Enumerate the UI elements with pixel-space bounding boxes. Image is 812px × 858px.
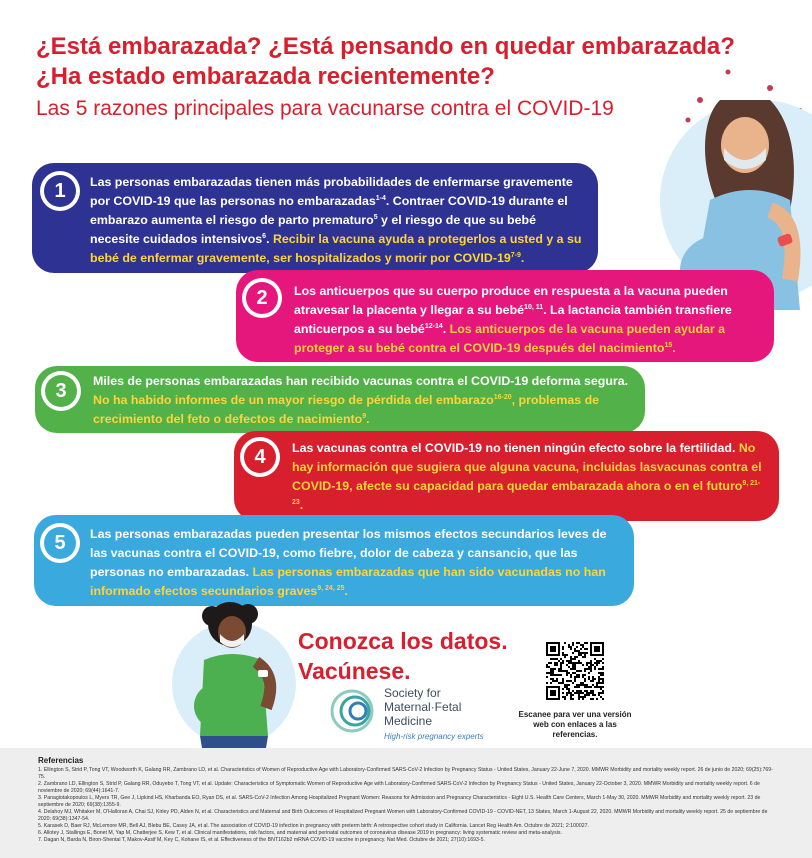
reason-2-text: Los anticuerpos que su cuerpo produce en respuesta a la vacuna pueden atravesar la placenta y llegar a su bebé$^{10, 11}$. La lactancia también transfiere anticuerpos a su bebé$^{12-14}$. Los anticuerpos de la vacuna pueden ayudar a proteger a su bebé contra el COVID-19 después del nacimiento$^{15}$. <box>294 284 732 355</box>
page-subtitle: Las 5 razones principales para vacunarse contra el COVID-19 <box>36 97 614 120</box>
reference-item: 2. Zambrano LD, Ellington S, Strid P, Galang RR, Oduyebo T, Tong VT, et al. Update: Characteristics of Symptomatic Women of Reproductive Age with Laboratory-Confirmed SARS-CoV-2 Infection by Pregnancy Status - United States, January 22-October 3, 2020. MMWR Morbidity and mortality weekly report. 6 de noviembre de 2020; 69(44):1641-7. <box>38 781 760 794</box>
reason-1-text: Las personas embarazadas tienen más probabilidades de enfermarse gravemente por COVID-19 que las personas no embarazadas$^{1-4}$. Contraer COVID-19 durante el embarazo aumenta el riesgo de parto prematuro$^5$ y el riesgo de que su bebé necesite cuidados intensivos$^6$. Recibir la vacuna ayuda a protegerlos a usted y a su bebé de enfermar gravemente, ser hospitalizados y morir por COVID-19$^{7-9}$. <box>90 175 582 265</box>
smfm-name-line-3: Medicine <box>384 714 433 728</box>
pregnant-woman-green-illustration <box>170 596 298 748</box>
reference-item: 7. Dagan N, Barda N, Biron-Shental T, Makov-Assif M, Key C, Kohane IS, et al. Effectiveness of the BNT162b2 mRNA COVID-19 vaccine in pregnancy. Nat Med. Octubre de 2021; 27(10):1693-5. <box>38 837 485 843</box>
reason-2-card <box>236 270 774 362</box>
reason-4-card <box>234 431 779 521</box>
reason-5-text: Las personas embarazadas pueden presentar los mismos efectos secundarios leves de las vacunas contra el COVID-19, como fiebre, dolor de cabeza y cansancio, que las personas no embarazadas. Las personas embarazadas que han sido vacunadas no han informado efectos secundarios graves$^{9, 24, 25}$. <box>90 527 607 598</box>
reason-3-number-badge: 3 <box>41 371 81 411</box>
reason-5-number-badge: 5 <box>40 523 80 563</box>
smfm-name-line-2: Maternal·Fetal <box>384 700 462 714</box>
reference-item: 6. Allotey J, Stallings E, Bonet M, Yap M, Chatterjee S, Kew T, et al. Clinical manifestations, risk factors, and maternal and perinatal outcomes of coronavirus disease 2019 in pregnancy: living systematic review and meta-analysis. <box>38 830 562 836</box>
reason-3-text: Miles de personas embarazadas han recibido vacunas contra el COVID-19 deforma segura. No ha habido informes de un mayor riesgo de pérdida del embarazo$^{16-20}$, problemas de crecimiento del feto o defectos de nacimiento$^9$. <box>93 374 629 426</box>
call-to-action <box>298 626 538 686</box>
smfm-tagline: High-risk pregnancy experts <box>384 732 484 741</box>
reference-item: 3. Panagiotakopoulos L, Myers TR, Gee J, Lipkind HS, Kharbanda EO, Ryan DS, et al. SARS-CoV-2 Infection Among Hospitalized Pregnant Women: Reasons for Admission and Pregnancy Characteristics - Eight U.S. Health Care Centers, March 1-May 30, 2020. MMWR Morbidity and mortality weekly report. 23 de septiembre de 2020; 69(38):1355-9. <box>38 795 761 808</box>
references-title: Referencias <box>38 756 84 765</box>
qr-code[interactable] <box>546 642 604 700</box>
references-list <box>38 767 774 844</box>
reason-5-card <box>34 515 634 606</box>
page-title: ¿Está embarazada? ¿Está pensando en quedar embarazada? ¿Ha estado embarazada recientemente? <box>36 33 735 90</box>
reason-3-card <box>35 366 645 433</box>
reference-item: 1. Ellington S, Strid P, Tong VT, Woodworth K, Galang RR, Zambrano LD, et al. Characteristics of Women of Reproductive Age with Laboratory-Confirmed SARS-CoV-2 Infection by Pregnancy Status - United States, January 22-June 7, 2020. MMWR Morbidity and mortality weekly report. 26 de junio de 2020; 69(25):769-75. <box>38 767 773 780</box>
reason-1-number-badge: 1 <box>40 171 80 211</box>
reason-4-text: Las vacunas contra el COVID-19 no tienen ningún efecto sobre la fertilidad. No hay información que sugiera que alguna vacuna, incluidas lasvacunas contra el COVID-19, afecte su capacidad para quedar embarazada ahora o en el futuro$^{9, 21-23}$. <box>292 441 762 512</box>
qr-caption: Escanee para ver una versión web con enlaces a las referencias. <box>518 710 632 739</box>
reason-1-card <box>32 163 598 273</box>
call-to-action-line-2: Vacúnese. <box>298 658 411 684</box>
call-to-action-line-1: Conozca los datos. <box>298 628 508 654</box>
reference-item: 4. Delahoy MJ, Whitaker M, O'Halloran A, Chai SJ, Kirley PD, Alden N, et al. Characteristics and Maternal and Birth Outcomes of Hospitalized Pregnant Women with Laboratory-Confirmed COVID-19 - COVID-NET, 13 States, March 1-August 22, 2020. MMWR Morbidity and mortality weekly report. 25 de septiembre de 2020; 69(38):1347-54. <box>38 809 768 822</box>
references-section <box>0 748 812 858</box>
reason-4-number-badge: 4 <box>240 437 280 477</box>
reference-item: 5. Karasek D, Baer RJ, McLemore MR, Bell AJ, Blebu BE, Casey JA, et al. The association of COVID-19 infection in pregnancy with preterm birth: A retrospective cohort study in California. Lancet Reg Health Am. Octubre de 2021; 2:100027. <box>38 823 589 829</box>
reason-2-number-badge: 2 <box>242 278 282 318</box>
smfm-logo <box>326 684 526 744</box>
smfm-name-line-1: Society for <box>384 686 441 700</box>
smfm-logo-icon <box>326 686 380 736</box>
